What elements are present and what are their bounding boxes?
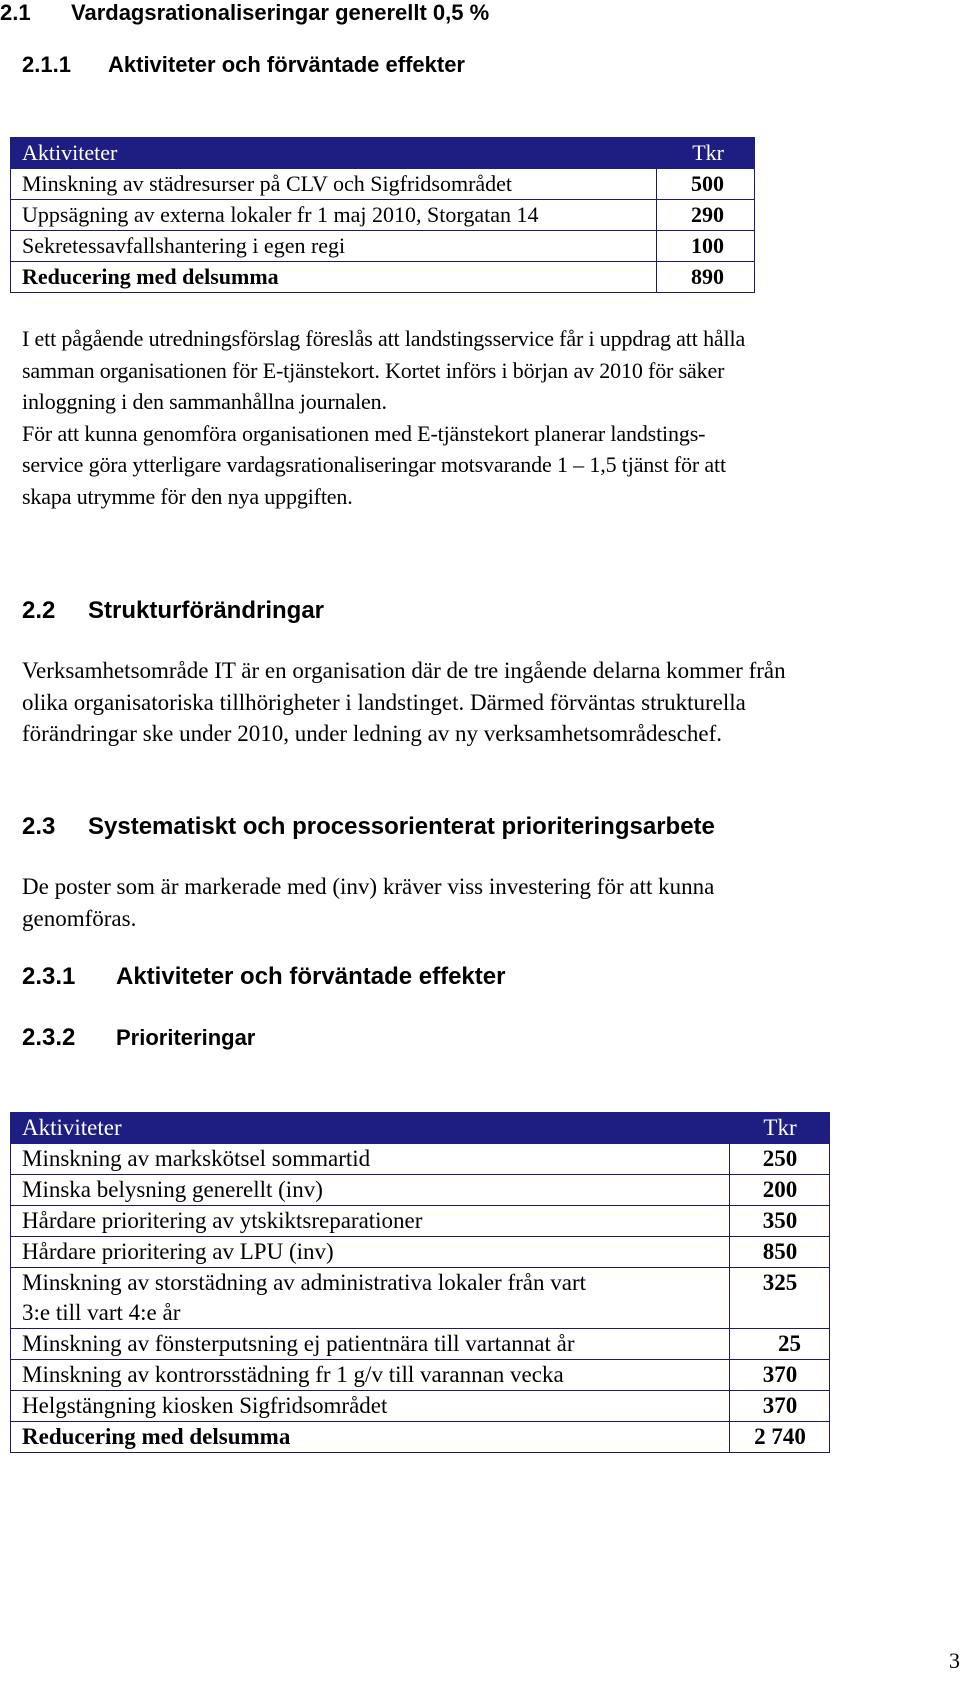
- table-row: [11, 1268, 830, 1299]
- activity-cell: Sekretessavfallshantering i egen regi: [11, 231, 657, 262]
- activity-cell: Minskning av städresurser på CLV och Sigfridsområdet: [11, 169, 657, 200]
- total-amount: 2 740: [730, 1422, 830, 1453]
- amount-cell: 370: [730, 1360, 830, 1391]
- text-line: olika organisatoriska tillhörigheter i landstinget. Därmed förväntas strukturella: [22, 689, 746, 715]
- amount-cell: 25: [730, 1329, 830, 1360]
- text-line: inloggning i den sammanhållna journalen.: [22, 389, 387, 414]
- text-line: genomföras.: [22, 905, 137, 931]
- amount-cell: 100: [657, 231, 755, 262]
- table-row: [11, 1144, 830, 1175]
- activities-table-1: [10, 137, 755, 293]
- text-line: förändringar ske under 2010, under ledning av ny verksamhetsområdeschef.: [22, 721, 722, 746]
- heading-title: Prioriteringar: [116, 1025, 256, 1050]
- total-amount: 890: [657, 262, 755, 293]
- heading-2-1-1: [22, 52, 465, 78]
- table-row: [11, 200, 755, 231]
- amount-cell: 325: [730, 1268, 830, 1299]
- header-tkr: Tkr: [730, 1113, 830, 1144]
- header-activities: Aktiviteter: [11, 1113, 730, 1144]
- activity-cell: Minskning av kontrorsstädning fr 1 g/v till varannan vecka: [11, 1360, 730, 1391]
- amount-cell: 290: [657, 200, 755, 231]
- text-line: Verksamhetsområde IT är en organisation där de tre ingående delarna kommer från: [22, 658, 786, 683]
- heading-title: Systematiskt och processorienterat prioriteringsarbete: [88, 813, 715, 840]
- activity-cell: Minskning av fönsterputsning ej patientnära till vartannat år: [11, 1329, 730, 1360]
- heading-title: Vardagsrationaliseringar generellt 0,5 %: [71, 0, 490, 25]
- heading-2-2: [22, 597, 324, 625]
- paragraph-e-tjanstekort: [22, 323, 745, 512]
- table-row: [11, 231, 755, 262]
- amount-cell: 250: [730, 1144, 830, 1175]
- header-tkr: Tkr: [657, 138, 755, 169]
- text-line: service göra ytterligare vardagsrationaliseringar motsvarande 1 – 1,5 tjänst för att: [22, 452, 726, 477]
- table-row: [11, 1175, 830, 1206]
- amount-cell: 370: [730, 1391, 830, 1422]
- table-header-row: [11, 1113, 830, 1144]
- paragraph-inv: [22, 871, 714, 934]
- total-label: Reducering med delsumma: [11, 1422, 730, 1453]
- heading-number: 2.2: [22, 597, 56, 624]
- heading-2-1: [0, 0, 489, 26]
- table-row: [11, 1206, 830, 1237]
- table-total-row: [11, 262, 755, 293]
- text-line: För att kunna genomföra organisationen med E-tjänstekort planerar landstings-: [22, 420, 706, 446]
- heading-number: 2.3.2: [22, 1024, 76, 1051]
- heading-2-3: [22, 813, 715, 841]
- heading-2-3-2: [22, 1024, 255, 1052]
- text-line: skapa utrymme för den nya uppgiften.: [22, 483, 353, 509]
- table-row: [11, 1391, 830, 1422]
- amount-cell: [730, 1298, 830, 1329]
- heading-title: Aktiviteter och förväntade effekter: [116, 963, 506, 990]
- activity-cell: Minskning av markskötsel sommartid: [11, 1144, 730, 1175]
- heading-title: Aktiviteter och förväntade effekter: [108, 52, 465, 77]
- amount-cell: 350: [730, 1206, 830, 1237]
- amount-cell: 200: [730, 1175, 830, 1206]
- total-label: Reducering med delsumma: [11, 262, 657, 293]
- heading-number: 2.1: [0, 0, 31, 25]
- text-line: I ett pågående utredningsförslag föreslås att landstingsservice får i uppdrag att hålla: [22, 326, 746, 351]
- activity-cell: Helgstängning kiosken Sigfridsområdet: [11, 1391, 730, 1422]
- amount-cell: 850: [730, 1237, 830, 1268]
- amount-cell: 500: [657, 169, 755, 200]
- heading-2-3-1: [22, 963, 505, 991]
- text-line: De poster som är markerade med (inv) kräver viss investering för att kunna: [22, 874, 715, 899]
- header-activities: Aktiviteter: [11, 138, 657, 169]
- priorities-table: [10, 1112, 830, 1453]
- activity-cell: Minska belysning generellt (inv): [11, 1175, 730, 1206]
- activity-cell: Minskning av storstädning av administrativa lokaler från vart: [11, 1268, 730, 1299]
- table-row: [11, 1237, 830, 1268]
- table-row: [11, 1329, 830, 1360]
- table-header-row: [11, 138, 755, 169]
- table-row-continued: [11, 1298, 830, 1329]
- table-row: [11, 1360, 830, 1391]
- activity-cell: 3:e till vart 4:e år: [11, 1298, 730, 1329]
- activity-cell: Hårdare prioritering av LPU (inv): [11, 1237, 730, 1268]
- table-total-row: [11, 1422, 830, 1453]
- activity-cell: Hårdare prioritering av ytskiktsreparationer: [11, 1206, 730, 1237]
- text-line: samman organisationen för E-tjänstekort. Kortet införs i början av 2010 för säker: [22, 357, 725, 383]
- heading-title: Strukturförändringar: [88, 597, 325, 624]
- table-row: [11, 169, 755, 200]
- paragraph-struktur: [22, 655, 786, 750]
- page-number: 3: [949, 1648, 960, 1673]
- heading-number: 2.3.1: [22, 963, 76, 990]
- heading-number: 2.1.1: [22, 52, 71, 77]
- activity-cell: Uppsägning av externa lokaler fr 1 maj 2010, Storgatan 14: [11, 200, 657, 231]
- heading-number: 2.3: [22, 813, 56, 840]
